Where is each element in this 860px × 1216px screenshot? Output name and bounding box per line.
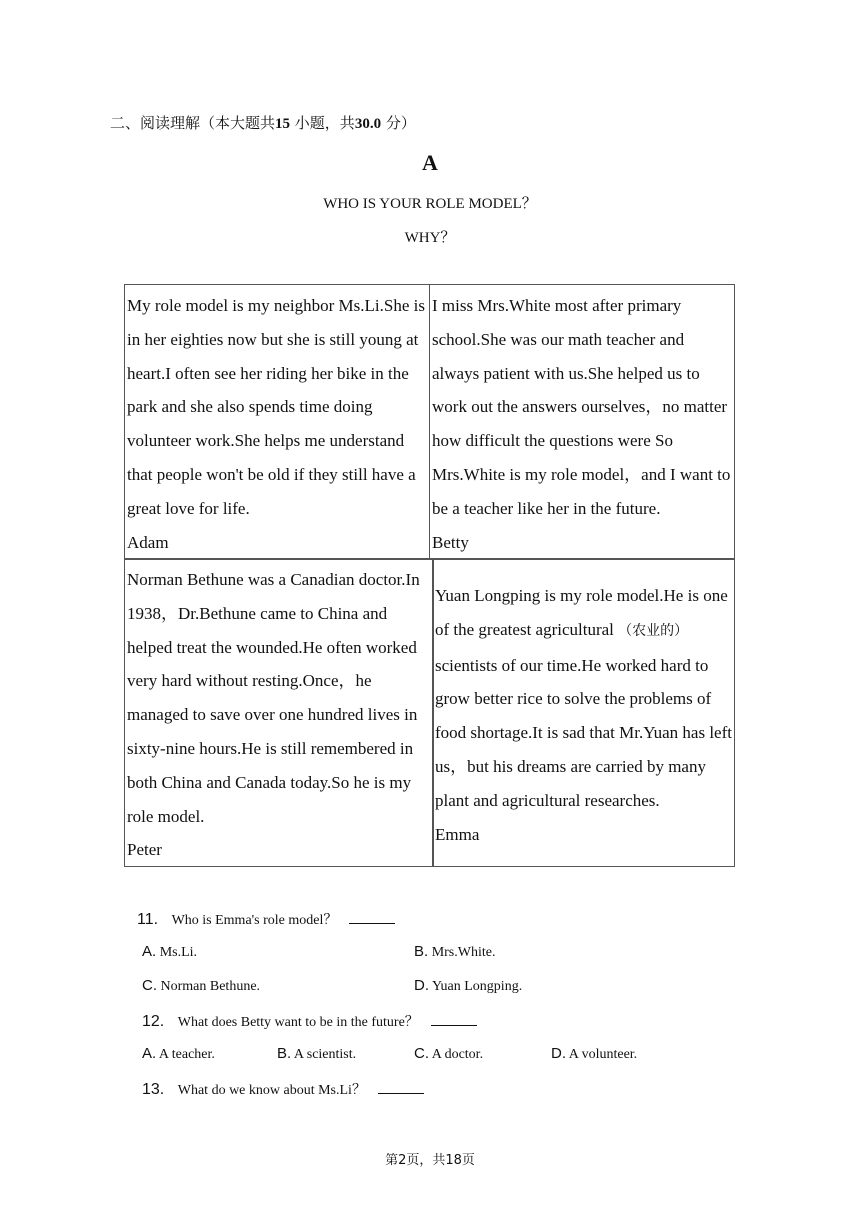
option-11-a[interactable] (142, 943, 197, 961)
option-letter: C. (414, 1045, 429, 1062)
cell-text-a: Yuan Longping is my role model.He is one of the greatest agricultural (435, 586, 728, 639)
section-heading (110, 112, 416, 133)
option-11-d[interactable] (414, 977, 522, 995)
option-text: A volunteer. (568, 1047, 638, 1062)
option-letter: A. (142, 1045, 157, 1062)
table-cell-emma (432, 558, 735, 867)
option-text: A teacher. (158, 1047, 215, 1062)
passage-label: A (422, 150, 438, 175)
option-11-c[interactable] (142, 977, 260, 995)
option-letter: A. (142, 943, 157, 960)
option-text: A scientist. (293, 1047, 357, 1062)
option-12-c[interactable] (414, 1045, 483, 1063)
answer-blank (378, 1081, 424, 1094)
cell-text: My role model is my neighbor Ms.Li.She is in her eighties now but she is still young at heart.I often see her riding her bike in the park and she also spends time doing volunteer work.She helps me understand that people won't be old if they still have a great love for life. (127, 296, 425, 518)
table-cell-betty (429, 284, 735, 560)
cell-author: Adam (127, 532, 169, 552)
question-12 (142, 1011, 477, 1031)
cell-text-b: scientists of our time.He worked hard to grow better rice to solve the problems of food shortage.It is sad that Mr.Yuan has left us，but his dreams are carried by many plant and agricultural researches. (435, 655, 732, 810)
option-letter: B. (414, 943, 429, 960)
question-text: What does Betty want to be in the future？ (177, 1015, 419, 1030)
option-letter: B. (277, 1045, 292, 1062)
option-letter: C. (142, 977, 157, 994)
total-pages: 18 (445, 1153, 462, 1168)
option-text: Norman Bethune. (160, 979, 261, 994)
question-number: 13. (142, 1081, 165, 1098)
total-score: 30.0 (354, 116, 382, 132)
current-page: 2 (398, 1153, 407, 1168)
footer-prefix: 第 (385, 1153, 399, 1168)
question-number: 12. (142, 1013, 165, 1030)
passage-title: WHO IS YOUR ROLE MODEL？ (323, 196, 537, 212)
reading-table (124, 284, 735, 867)
option-text: Mrs.White. (431, 945, 496, 960)
cell-author: Peter (127, 840, 162, 860)
passage-subtitle: WHY？ (404, 230, 456, 246)
option-letter: D. (414, 977, 429, 994)
cell-text: I miss Mrs.White most after primary school.She was our math teacher and always patient with us.She helped us to work out the answers ourselves，no matter how difficult the questions were So Mrs.White is my role model，and I want to be a teacher like her in the future. (432, 296, 731, 518)
option-text: Ms.Li. (159, 945, 198, 960)
option-11-b[interactable] (414, 943, 495, 961)
answer-blank (431, 1013, 477, 1026)
table-cell-peter (124, 558, 434, 867)
cell-text: Norman Bethune was a Canadian doctor.In 1938，Dr.Bethune came to China and helped treat the wounded.He often worked very hard without resting.Once，he managed to save over one hundred lives in sixty-nine hours.He is still remembered in both China and Canada today.So he is my role model. (127, 570, 420, 826)
question-text: Who is Emma's role model？ (171, 913, 338, 928)
question-13 (142, 1079, 424, 1099)
option-letter: D. (551, 1045, 566, 1062)
answer-blank (349, 911, 395, 924)
cell-author: Emma (435, 824, 480, 844)
cell-author: Betty (432, 532, 469, 552)
question-number: 11. (137, 911, 159, 928)
cell-text (435, 579, 732, 818)
gloss-note: （农业的） (618, 622, 689, 639)
heading-suffix: 分） (385, 114, 416, 132)
footer-suffix: 页 (461, 1153, 475, 1168)
option-12-b[interactable] (277, 1045, 356, 1063)
option-12-a[interactable] (142, 1045, 215, 1063)
option-text: A doctor. (431, 1047, 484, 1062)
question-11 (137, 909, 395, 929)
table-cell-adam (124, 284, 430, 560)
question-text: What do we know about Ms.Li？ (177, 1083, 366, 1098)
question-count: 15 (275, 116, 291, 132)
heading-prefix: 二、阅读理解（本大题共 (110, 114, 276, 132)
footer-mid: 页，共 (406, 1153, 446, 1168)
page-footer (0, 1149, 860, 1168)
option-text: Yuan Longping. (431, 979, 523, 994)
heading-mid: 小题，共 (294, 114, 355, 132)
option-12-d[interactable] (551, 1045, 637, 1063)
